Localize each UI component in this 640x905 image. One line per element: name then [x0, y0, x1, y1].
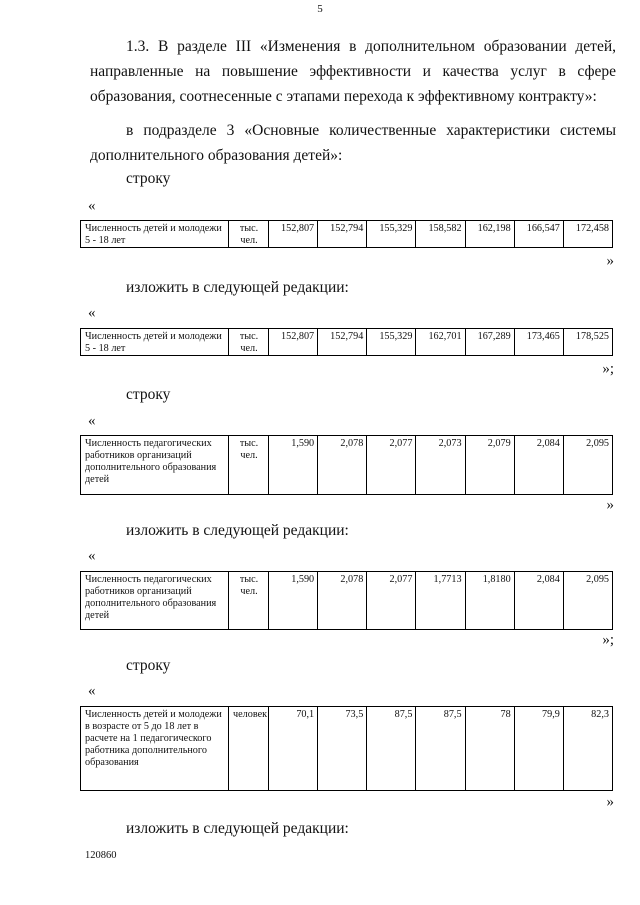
close-quote-semicolon: »;	[602, 361, 614, 377]
value-cell: 173,465	[514, 329, 563, 356]
value-cell: 2,079	[465, 436, 514, 495]
value-cell: 2,078	[318, 572, 367, 630]
table-row	[81, 572, 613, 630]
word-row: строку	[126, 657, 171, 674]
row-unit: тыс. чел.	[229, 572, 269, 630]
word-row: строку	[126, 170, 171, 187]
open-quote: «	[88, 683, 96, 699]
value-cell: 82,3	[563, 707, 612, 791]
footer-code: 120860	[85, 850, 117, 861]
word-edit: изложить в следующей редакции:	[126, 522, 349, 539]
open-quote: «	[88, 198, 96, 214]
value-cell: 87,5	[367, 707, 416, 791]
value-cell: 155,329	[367, 329, 416, 356]
value-cell: 2,084	[514, 436, 563, 495]
open-quote: «	[88, 305, 96, 321]
row-unit: тыс. чел.	[229, 221, 269, 248]
value-cell: 155,329	[367, 221, 416, 248]
close-quote: »	[606, 253, 614, 269]
data-table	[80, 706, 613, 791]
table-row	[81, 329, 613, 356]
value-cell: 87,5	[416, 707, 465, 791]
value-cell: 1,8180	[465, 572, 514, 630]
row-unit: тыс. чел.	[229, 329, 269, 356]
word-row: строку	[126, 386, 171, 403]
data-table	[80, 571, 613, 630]
value-cell: 166,547	[514, 221, 563, 248]
value-cell: 162,701	[416, 329, 465, 356]
value-cell: 2,077	[367, 436, 416, 495]
row-name: Численность детей и молодежи 5 - 18 лет	[81, 221, 229, 248]
open-quote: «	[88, 413, 96, 429]
value-cell: 2,095	[563, 436, 612, 495]
table-row	[81, 436, 613, 495]
row-unit: человек	[229, 707, 269, 791]
value-cell: 73,5	[318, 707, 367, 791]
value-cell: 78	[465, 707, 514, 791]
word-edit: изложить в следующей редакции:	[126, 279, 349, 296]
row-name: Численность детей и молодежи 5 - 18 лет	[81, 329, 229, 356]
value-cell: 167,289	[465, 329, 514, 356]
page-number: 5	[317, 3, 323, 15]
value-cell: 2,095	[563, 572, 612, 630]
data-table	[80, 435, 613, 495]
value-cell: 1,590	[269, 436, 318, 495]
value-cell: 70,1	[269, 707, 318, 791]
row-name: Численность педагогических работников организаций дополнительного образования детей	[81, 436, 229, 495]
value-cell: 152,794	[318, 221, 367, 248]
value-cell: 79,9	[514, 707, 563, 791]
close-quote-semicolon: »;	[602, 632, 614, 648]
value-cell: 158,582	[416, 221, 465, 248]
sub-paragraph: в подразделе 3 «Основные количественные характеристики системы дополнительного образования детей»:	[90, 122, 616, 164]
open-quote: «	[88, 548, 96, 564]
table-row	[81, 707, 613, 791]
value-cell: 152,794	[318, 329, 367, 356]
intro-paragraph: 1.3. В разделе III «Изменения в дополнительном образовании детей, направленные на повышение эффективности и качества услуг в сфере образования, соотнесенные с этапами перехода к эффективному контракту»:	[90, 38, 616, 105]
value-cell: 178,525	[563, 329, 612, 356]
value-cell: 152,807	[269, 329, 318, 356]
data-table	[80, 220, 613, 248]
value-cell: 162,198	[465, 221, 514, 248]
word-edit: изложить в следующей редакции:	[126, 820, 349, 837]
row-name: Численность детей и молодежи в возрасте от 5 до 18 лет в расчете на 1 педагогического работника дополнительного образования	[81, 707, 229, 791]
value-cell: 172,458	[563, 221, 612, 248]
value-cell: 2,077	[367, 572, 416, 630]
close-quote: »	[606, 497, 614, 513]
data-table	[80, 328, 613, 356]
value-cell: 152,807	[269, 221, 318, 248]
value-cell: 1,590	[269, 572, 318, 630]
close-quote: »	[606, 794, 614, 810]
value-cell: 1,7713	[416, 572, 465, 630]
value-cell: 2,078	[318, 436, 367, 495]
table-row	[81, 221, 613, 248]
row-name: Численность педагогических работников организаций дополнительного образования детей	[81, 572, 229, 630]
row-unit: тыс. чел.	[229, 436, 269, 495]
value-cell: 2,084	[514, 572, 563, 630]
value-cell: 2,073	[416, 436, 465, 495]
